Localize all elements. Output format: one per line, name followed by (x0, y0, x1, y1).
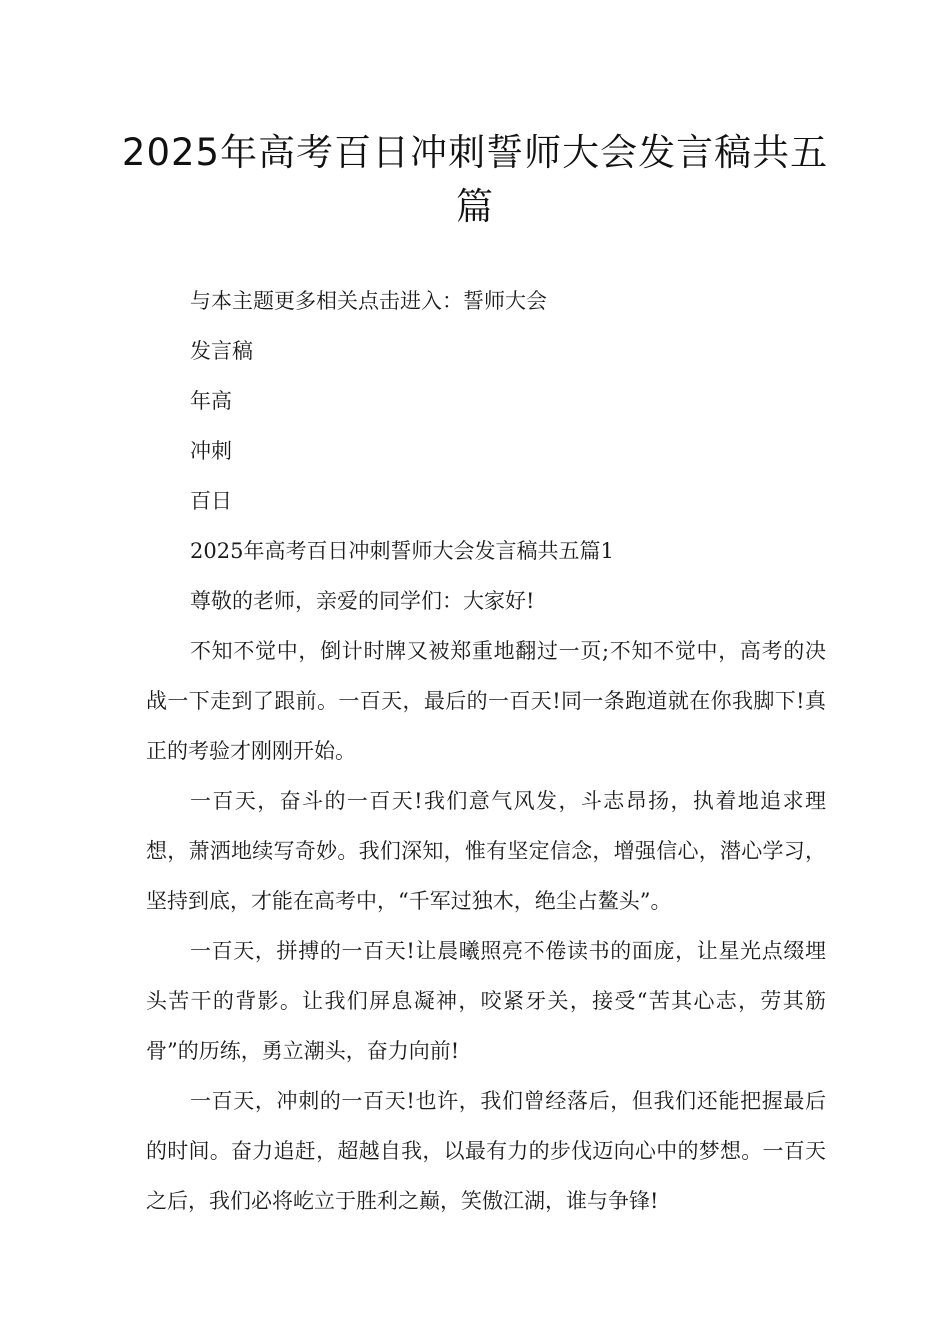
body-paragraph: 不知不觉中，倒计时牌又被郑重地翻过一页;不知不觉中，高考的决战一下走到了跟前。一百天，最后的一百天!同一条跑道就在你我脚下!真正的考验才刚刚开始。 (146, 639, 826, 763)
document-title: 2025年高考百日冲刺誓师大会发言稿共五篇 (121, 131, 829, 228)
body-paragraph: 一百天，冲刺的一百天!也许，我们曾经落后，但我们还能把握最后的时间。奋力追赶，超越自我，以最有力的步伐迈向心中的梦想。一百天之后，我们必将屹立于胜利之巅，笑傲江湖，谁与争锋! (146, 1089, 826, 1213)
body-paragraph: 一百天，奋斗的一百天!我们意气风发，斗志昂扬，执着地追求理想，萧洒地续写奇妙。我们深知，惟有坚定信念，增强信心，潜心学习，坚持到底，才能在高考中，“千军过独木，绝尘占鳌头”。 (146, 789, 826, 913)
body-paragraph: 一百天，拼搏的一百天!让晨曦照亮不倦读书的面庞，让星光点缀埋头苦干的背影。让我们屏息凝神，咬紧牙关，接受“苦其心志，劳其筋骨”的历练，勇立潮头，奋力向前! (146, 939, 826, 1063)
related-tag-link[interactable]: 发言稿 (190, 339, 253, 363)
related-tag-link[interactable]: 年高 (190, 389, 232, 413)
greeting: 尊敬的老师，亲爱的同学们：大家好! (190, 589, 535, 613)
related-tag-link[interactable]: 百日 (190, 489, 232, 513)
related-links-prefix: 与本主题更多相关点击进入：誓师大会 (190, 289, 547, 313)
document-body (146, 276, 826, 1226)
section-heading: 2025年高考百日冲刺誓师大会发言稿共五篇1 (190, 539, 614, 563)
related-tag-link[interactable]: 冲刺 (190, 439, 232, 463)
